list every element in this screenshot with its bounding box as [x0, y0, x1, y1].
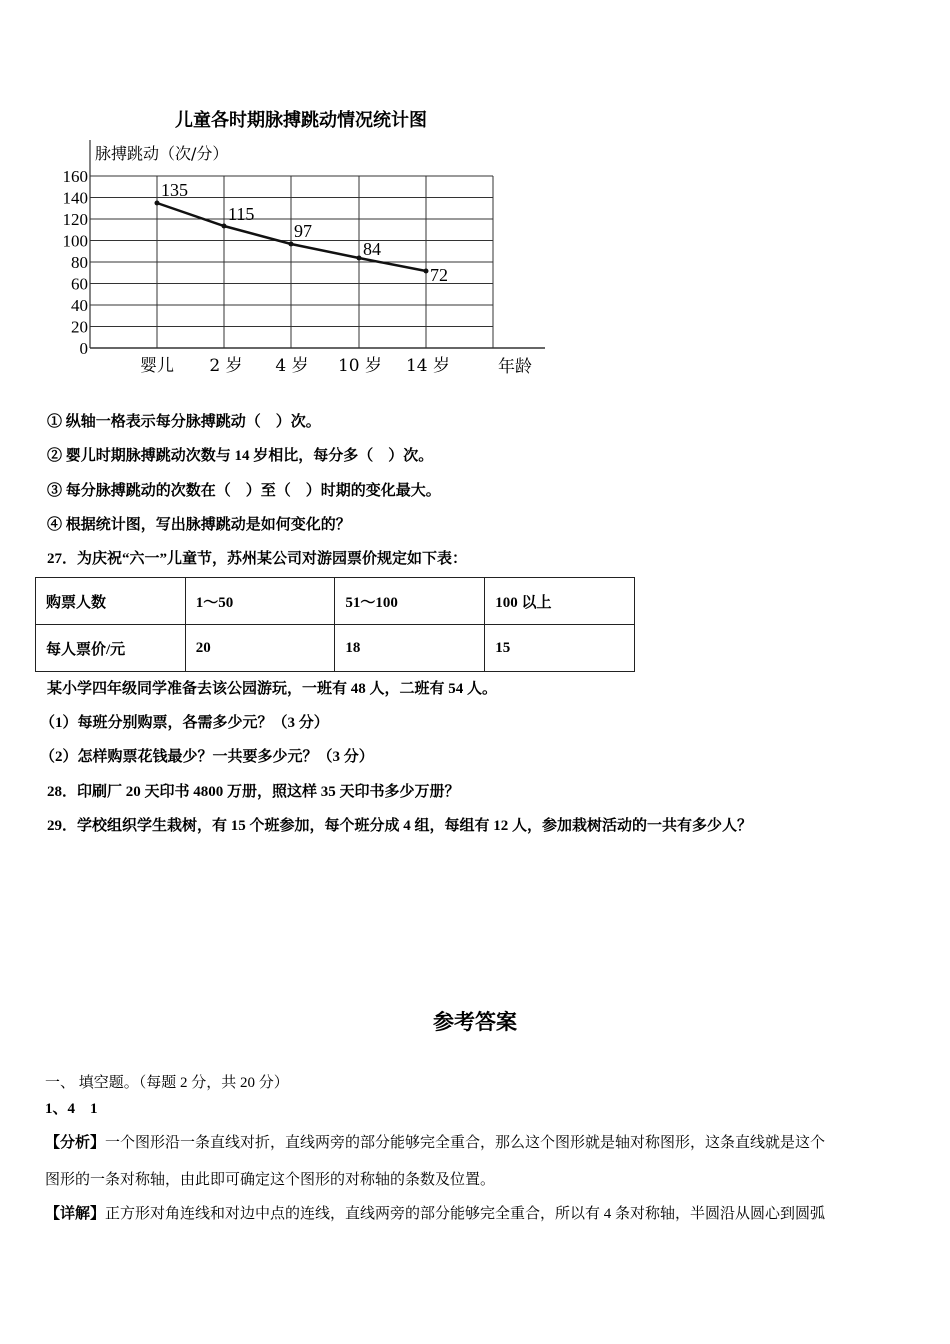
- svg-text:140: 140: [62, 188, 88, 208]
- answers-section-heading: 一、 填空题。（每题 2 分，共 20 分）: [45, 1075, 289, 1091]
- table-cell: 1～50: [185, 578, 335, 625]
- table-row: [36, 578, 635, 625]
- svg-text:97: 97: [294, 221, 312, 241]
- svg-text:120: 120: [62, 210, 88, 229]
- question-27-sub2: （2）怎样购票花钱最少？一共要多少元？（3 分）: [40, 749, 374, 765]
- svg-text:20: 20: [71, 317, 88, 337]
- table-cell: 购票人数: [36, 578, 186, 625]
- svg-text:115: 115: [228, 204, 255, 224]
- question-26-1: ① 纵轴一格表示每分脉搏跳动（ ）次。: [47, 414, 321, 430]
- table-cell: 15: [485, 625, 635, 672]
- answer-1-detail: [45, 1202, 825, 1223]
- question-26-4: ④ 根据统计图，写出脉搏跳动是如何变化的？: [47, 517, 351, 533]
- answer-1-analysis: [45, 1131, 825, 1152]
- chart-title: 儿童各时期脉搏跳动情况统计图: [175, 110, 427, 131]
- svg-text:婴儿: 婴儿: [140, 356, 174, 376]
- svg-text:60: 60: [71, 274, 88, 294]
- question-27-sub1: （1）每班分别购票，各需多少元？（3 分）: [40, 715, 329, 731]
- answer-1-analysis-cont: 图形的一条对称轴，由此即可确定这个图形的对称轴的条数及位置。: [45, 1172, 496, 1188]
- question-29: 29．学校组织学生栽树，有 15 个班参加，每个班分成 4 组，每组有 12 人，参加栽树活动的一共有多少人？: [47, 818, 753, 834]
- svg-text:2 岁: 2 岁: [209, 356, 243, 376]
- question-27-context: 某小学四年级同学准备去该公园游玩，一班有 48 人，二班有 54 人。: [47, 681, 498, 697]
- svg-text:0: 0: [79, 339, 88, 358]
- ticket-price-table: [35, 577, 635, 672]
- table-cell: 18: [335, 625, 485, 672]
- table-row: [36, 625, 635, 672]
- detail-text: 正方形对角连线和对边中点的连线，直线两旁的部分能够完全重合，所以有 4 条对称轴，半圆沿从圆心到圆弧: [105, 1206, 826, 1222]
- y-tick-labels: [63, 167, 89, 358]
- x-tick-labels: [140, 356, 532, 377]
- detail-tag: 【详解】: [45, 1206, 106, 1222]
- svg-text:4 岁: 4 岁: [275, 356, 309, 376]
- question-26-3: ③ 每分脉搏跳动的次数在（ ）至（ ）时期的变化最大。: [47, 483, 441, 499]
- y-axis-label: 脉搏跳动（次/分）: [95, 144, 229, 163]
- pulse-line-chart: [40, 100, 560, 390]
- answers-title: 参考答案: [433, 1010, 517, 1034]
- analysis-tag: 【分析】: [45, 1135, 106, 1151]
- svg-text:14 岁: 14 岁: [405, 356, 451, 376]
- analysis-text: 一个图形沿一条直线对折，直线两旁的部分能够完全重合，那么这个图形就是轴对称图形，这条直线就是这个: [105, 1135, 826, 1151]
- svg-text:135: 135: [161, 180, 188, 200]
- svg-text:40: 40: [71, 296, 88, 315]
- table-cell: 51～100: [335, 578, 485, 625]
- table-cell: 20: [185, 625, 335, 672]
- grid: [90, 140, 545, 348]
- x-axis-label: 年龄: [498, 357, 532, 377]
- svg-text:84: 84: [363, 239, 381, 259]
- svg-text:72: 72: [430, 265, 448, 285]
- svg-text:80: 80: [71, 253, 88, 272]
- answer-1: 1、4 1: [45, 1101, 98, 1117]
- question-28: 28．印刷厂 20 天印书 4800 万册，照这样 35 天印书多少万册？: [47, 784, 460, 800]
- question-27-intro: 27．为庆祝“六一”儿童节，苏州某公司对游园票价规定如下表：: [47, 551, 468, 567]
- table-cell: 100 以上: [485, 578, 635, 625]
- question-26-2: ② 婴儿时期脉搏跳动次数与 14 岁相比，每分多（ ）次。: [47, 448, 434, 464]
- table-cell: 每人票价/元: [36, 625, 186, 672]
- svg-text:10 岁: 10 岁: [337, 356, 383, 376]
- svg-text:160: 160: [62, 167, 88, 186]
- data-labels: [161, 180, 448, 285]
- svg-text:100: 100: [62, 231, 88, 251]
